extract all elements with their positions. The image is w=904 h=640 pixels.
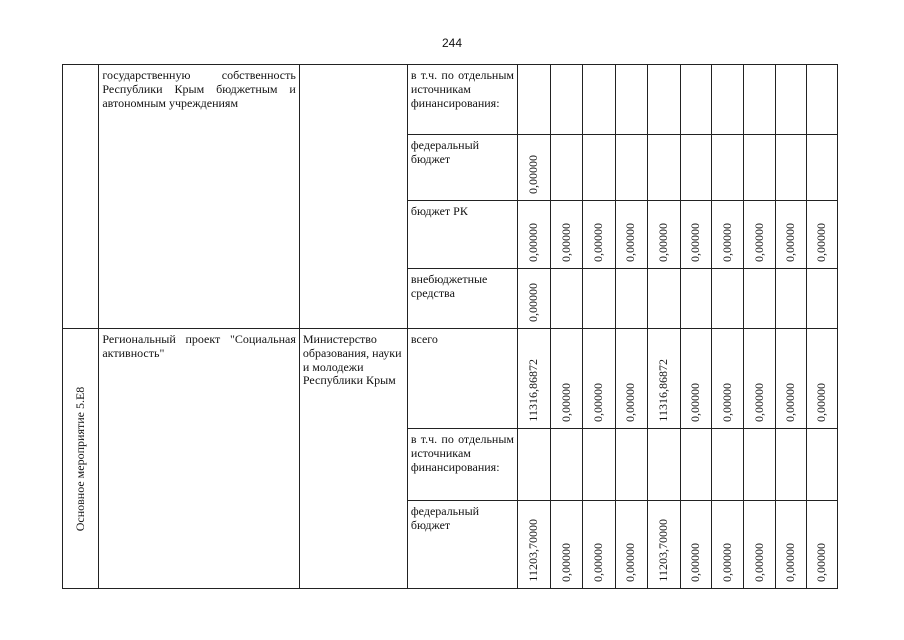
value-cell [583,329,615,429]
value-cell [744,501,775,589]
table-row [63,329,838,429]
value-cell [647,201,680,269]
value-text: 11203,70000 [656,519,671,582]
value-cell [518,201,551,269]
value-text: 0,00000 [719,383,734,422]
value-text: 0,00000 [591,543,606,582]
value-cell [712,201,744,269]
value-text: 0,00000 [591,223,606,262]
budget-table [62,64,838,589]
value-cell [744,329,775,429]
value-cell [775,501,806,589]
funding-source-label: внебюджетные средства [407,269,517,329]
value-text: 11316,86872 [656,359,671,422]
executor-cell-empty [299,65,407,329]
value-cell [551,201,583,269]
value-text: 11203,70000 [526,519,541,582]
value-cell [681,501,712,589]
value-cell [681,201,712,269]
value-text: 0,00000 [719,223,734,262]
funding-source-label: федеральный бюджет [407,501,517,589]
value-cell [551,501,583,589]
value-text: 0,00000 [719,543,734,582]
value-cell [712,501,744,589]
value-cell [583,501,615,589]
value-cell [615,329,647,429]
value-text: 0,00000 [623,543,638,582]
value-cell [647,329,680,429]
value-cell [518,135,551,201]
value-cell [615,501,647,589]
value-cell [615,201,647,269]
value-cell [518,329,551,429]
value-text: 0,00000 [813,543,828,582]
value-text: 0,00000 [688,223,703,262]
value-text: 0,00000 [813,383,828,422]
value-text: 0,00000 [623,223,638,262]
value-cell [518,269,551,329]
value-text: 0,00000 [813,223,828,262]
value-cell [518,501,551,589]
value-text: 0,00000 [751,383,766,422]
measure-code-cell [63,329,99,589]
value-cell [744,201,775,269]
table-row [63,65,838,135]
value-text: 0,00000 [526,283,541,322]
measure-description: государственную собственность Республики Крым бюджетным и автономным учреждениям [99,65,300,329]
funding-source-label: всего [407,329,517,429]
code-cell-empty [63,65,99,329]
funding-source-label: в т.ч. по отдельным источникам финансирования: [407,65,517,135]
value-text: 0,00000 [623,383,638,422]
funding-source-label: бюджет РК [407,201,517,269]
page-number: 244 [441,36,463,50]
value-cell [806,329,837,429]
executor: Министерство образования, науки и молодежи Республики Крым [299,329,407,589]
value-cell [551,329,583,429]
value-text: 0,00000 [558,383,573,422]
funding-source-label: федеральный бюджет [407,135,517,201]
value-text: 0,00000 [558,223,573,262]
funding-source-label: в т.ч. по отдельным источникам финансирования: [407,429,517,501]
value-text: 0,00000 [526,223,541,262]
value-text: 0,00000 [751,223,766,262]
value-text: 0,00000 [782,223,797,262]
value-text: 0,00000 [751,543,766,582]
measure-description: Региональный проект "Социальная активность" [99,329,300,589]
value-cell [712,329,744,429]
value-cell [681,329,712,429]
value-text: 0,00000 [688,543,703,582]
value-text: 0,00000 [558,543,573,582]
measure-code: Основное мероприятие 5.Е8 [72,386,87,531]
value-text: 0,00000 [782,543,797,582]
value-cell [775,329,806,429]
value-cell [647,501,680,589]
value-cell [583,201,615,269]
value-cell [775,201,806,269]
value-cell [806,501,837,589]
value-text: 0,00000 [688,383,703,422]
value-text: 0,00000 [591,383,606,422]
value-text: 11316,86872 [526,359,541,422]
value-text: 0,00000 [656,223,671,262]
value-cell [806,201,837,269]
value-text: 0,00000 [526,155,541,194]
value-text: 0,00000 [782,383,797,422]
